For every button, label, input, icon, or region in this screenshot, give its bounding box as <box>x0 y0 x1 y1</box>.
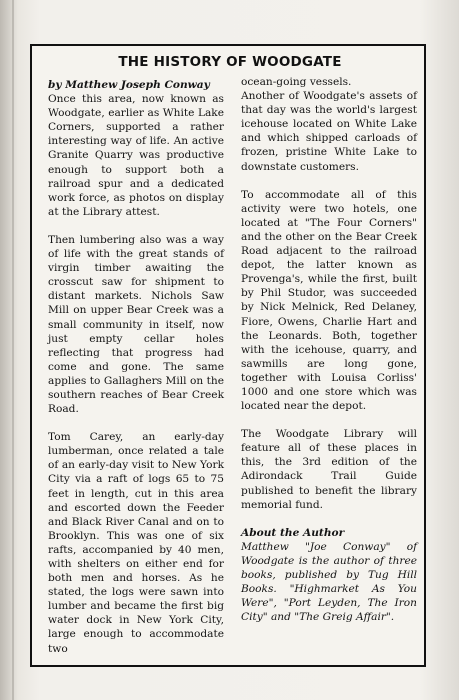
paragraph: Once this area, now known as Woodgate, earlier as White Lake Corners, supported a rather interesting way of life. An active Granite Quarry was productive enough to support both a railroad spur and a dedicated work force, as photos on display at the Library attest. <box>48 93 224 218</box>
article-frame <box>30 44 426 667</box>
paragraph: Another of Woodgate's assets of that day was the world's largest icehouse located on White Lake and which shipped carloads of frozen, pristine White Lake to downstate customers. <box>241 90 417 173</box>
article-title: THE HISTORY OF WOODGATE <box>118 54 342 70</box>
paragraph: Then lumbering also was a way of life with the great stands of virgin timber awaiting the crosscut saw for shipment to distant markets. Nichols Saw Mill on upper Bear Creek was a small community in itself, now just empty cellar holes reflecting that progress had come and gone. The same applies to Gallaghers Mill on the southern reaches of Bear Creek Road. <box>48 233 224 416</box>
about-author-text: Matthew "Joe Conway" of Woodgate is the author of three books, published by Tug Hill Books. "Highmarket As You Were", "Port Leyden, The Iron City" and "The Greig Affair". <box>241 540 417 624</box>
right-column <box>241 75 417 624</box>
about-author-heading: About the Author <box>241 526 345 539</box>
page-fold-shadow <box>12 0 14 700</box>
paragraph: ocean-going vessels. <box>241 76 352 88</box>
left-column <box>48 78 224 670</box>
paragraph: To accommodate all of this activity were two hotels, one located at "The Four Corners" and the other on the Bear Creek Road adjacent to the railroad depot, the latter known as Provenga's, while the first, built by Phil Studor, was succeeded by Nick Melnick, Red Delaney, Fiore, Owens, Charlie Hart and the Leonards. Both, together with the icehouse, quarry, and sawmills are long gone, together with Louisa Corliss' 1000 and one store which was located near the depot. <box>241 188 417 413</box>
byline: by Matthew Joseph Conway <box>48 79 210 91</box>
paragraph: The Woodgate Library will feature all of these places in this, the 3rd edition of the Adirondack Trail Guide published to benefit the library memorial fund. <box>241 428 417 511</box>
paragraph: Tom Carey, an early-day lumberman, once related a tale of an early-day visit to New York City via a raft of logs 65 to 75 feet in length, cut in this area and escorted down the Feeder and Black River Canal and on to Brooklyn. This was one of six rafts, accompanied by 40 men, with shelters on either end for both men and horses. As he stated, the logs were sawn into lumber and became the first big water dock in New York City, large enough to accommodate two <box>48 431 224 655</box>
